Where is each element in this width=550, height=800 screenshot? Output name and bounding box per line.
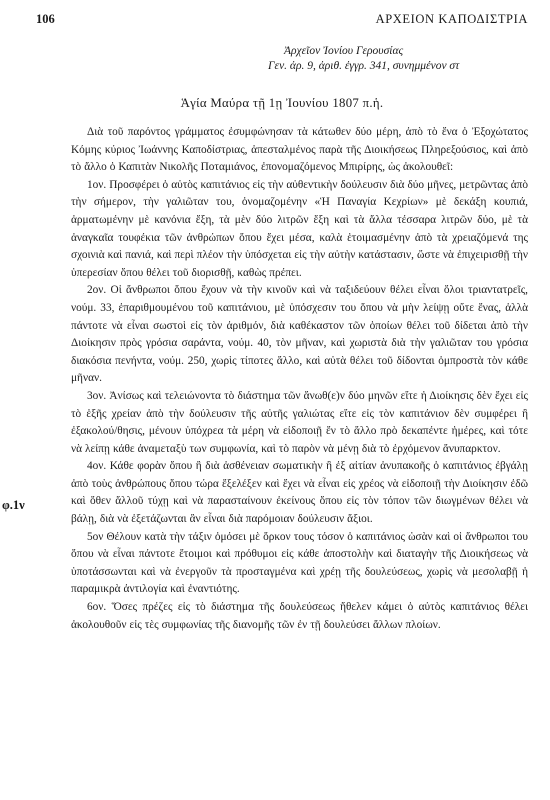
article-5-paragraph: 5ον Θέλουν κατὰ τὴν τάξιν ὀμόσει μὲ ὅρκον τους τόσον ὁ καπιτάνιος ὡσὰν καὶ οἱ ἄνθρωποι του ὅπου νὰ εἶναι πάντοτε ἕτοιμοι καὶ πρόθυμοι εἰς κάθε ἀποστολὴν καὶ διαταγὴν τῆς Διοικήσεως νὰ ὑποτάσσωνται καὶ νὰ ἐνεργοῦν τὰ προσταγμένα καὶ χρέῃ τῆς δουλεύσεως, χωρὶς νὰ μεσολαβῇ ἡ παραμικρὰ ἀντιλογία καὶ ἐναντιότης. — [71, 530, 528, 596]
article-2-paragraph: 2ον. Οἱ ἄνθρωποι ὅπου ἔχουν νὰ τὴν κινοῦν καὶ νὰ ταξιδεύουν θέλει εἶναι ὅλοι τριαντατρεῖς, νούμ. 33, ἐπαριθμουμένου τοῦ καπιτάνιου, μὲ ὑπόσχεσιν του ὅπου νὰ μὴν λείψῃ οὔτε ἕνας, ἀλλὰ πάντοτε νὰ εἶναι σωστοὶ εἰς τὸν ἀριθμόν, διὰ καθέκαστον τῶν ὁποίων θέλει τοῦ δίδεται ἀπὸ τὴν Διοίκησιν πρὸς γρόσια σαράντα, νούμ. 40, τὸν μῆναν, καὶ χωριστὰ διὰ τὴν γαλιῶταν του γρόσια διακόσια πενήντα, νούμ. 250, χωρὶς τίποτες ἄλλο, καὶ αὐτὰ θέλει τοῦ δίδονται ὀμπροστὰ τὸν κάθε μῆναν. — [71, 284, 528, 385]
folio-margin-note: φ.1ν — [2, 498, 25, 512]
page-header — [36, 12, 528, 28]
document-body — [71, 124, 528, 634]
archive-reference: Γεν. ἀρ. 9, ἀριθ. ἐγγρ. 341, συνημμένον στ — [268, 60, 460, 72]
article-4-paragraph: 4ον. Κάθε φορὰν ὅπου ἢ διὰ ἀσθένειαν σωματικὴν ἢ ἐξ αἰτίαν ἀνυπακοῆς ὁ καπιτάνιος ἐβγάλῃ ἀπὸ τοὺς ἀνθρώπους ὅπου τώρα ἔξελέξεν καὶ ἔχει νὰ εἶναι εἰς χρέος νὰ εἰδοποιῇ τὴν Διοίκησιν ἐδῶ καὶ ὅθεν ἄλλοῦ τύχῃ καὶ νὰ παρασταίνουν ἐκείνους ὅπου εἰς τὸν τόπον τῶν διωγμένων θέλει νὰ βάλῃ, διὰ νὰ ἐξετάζωνται ἂν εἶναι διὰ παρόμοιαν δούλευσιν ἄξιοι. — [71, 460, 528, 526]
article-3-paragraph: 3ον. Ἀνίσως καὶ τελειώνοντα τὸ διάστημα τῶν ἄνωθ(ε)ν δύο μηνῶν εἴτε ἡ Διοίκησις δὲν ἔχει εἰς τὸ ἑξῆς χρείαν ἀπὸ τὴν δούλευσιν τῆς αὐτῆς γαλιώτας εἴτε εἰς τὸν καπιτάνιον δὲν συμφέρει ἢ ἐξακολού/θησις, μένουν ὑπόχρεα τὰ μέρη νὰ εἰδοποιῇ ἕν τὸ ἄλλο πρὸ δεκαπέντε ἡμέρες, καὶ τότε νὰ λείπῃ κάθε ἀναμεταξὺ των συμφωνία, καὶ τὸ παρὸν νὰ μένῃ διὰ τὸ ἐρχόμενον ἄνυπαρκτον. — [71, 389, 528, 455]
page-number: 106 — [36, 12, 55, 26]
article-6-paragraph: 6ον. Ὅσες πρέζες εἰς τὸ διάστημα τῆς δουλεύσεως ἤθελεν κάμει ὁ αὐτὸς καπιτάνιος θέλει ἀκολουθοῦν εἰς τὲς συμφωνίας τῆς διανομῆς τῶν ἐν τῇ δουλεύσει ἄλλων πλοίων. — [71, 601, 528, 631]
archive-source-citation — [268, 44, 528, 74]
archive-name: Ἀρχεῖον Ἰονίου Γερουσίας — [284, 45, 404, 57]
intro-paragraph: Διὰ τοῦ παρόντος γράμματος ἐσυμφώνησαν τὰ κάτωθεν δύο μέρη, ἀπὸ τὸ ἕνα ὁ Ἐξοχώτατος Κόμης κύριος Ἰωάννης Καποδίστριας, ἀπεσταλμένος παρὰ τῆς Διοικήσεως Πληρεξούσιος, καὶ ἀπὸ τὸ ἄλλο ὁ Καπιτὰν Νικολῆς Ποταμιάνος, ἐπονομαζόμενος Μπιρίρης, ὡς ἀκολουθεῖ: — [71, 126, 528, 174]
document-dateline: Ἁγία Μαύρα τῇ 1ῃ Ἰουνίου 1807 π.ἡ. — [180, 96, 384, 110]
running-head: ΑΡΧΕΙΟΝ ΚΑΠΟΔΙΣΤΡΙΑ — [375, 12, 528, 26]
article-1-paragraph: 1ον. Προσφέρει ὁ αὐτὸς καπιτάνιος εἰς τὴν αὐθεντικὴν δούλευσιν διὰ δύο μῆνες, μετρῶντας ἀπὸ τὴν σήμερον, τὴν γαλιῶταν του, ὀνομαζομένην «Ἡ Παναγία Κεχρίων» μὲ δεκάξη κουπιά, ἀρματωμένην μὲ κανόνια ἕξη, τὰ μὲν δύο λιτρῶν ἕξη καὶ τὰ ἄλλα τέσσαρα λιτρῶν δύο, μὲ τὰ ἀναγκαῖα τουφέκια τῶν ἀνθρώπων ὅπου ἔχει μέσα, καλὰ ἑτοιμασμένην ἀπὸ τὰ χρειαζόμενά της σχοινιὰ καὶ πανιά, καὶ περὶ πλέον τὴν ὑπόσχεται εἰς τὴν αὐτὴν κατάστασιν, ὥστε νὰ ἐπιχειρισθῇ τὴν ὑπερεσίαν ὅπου θέλει τοῦ διορισθῇ, καθὼς πρέπει. — [71, 178, 528, 279]
